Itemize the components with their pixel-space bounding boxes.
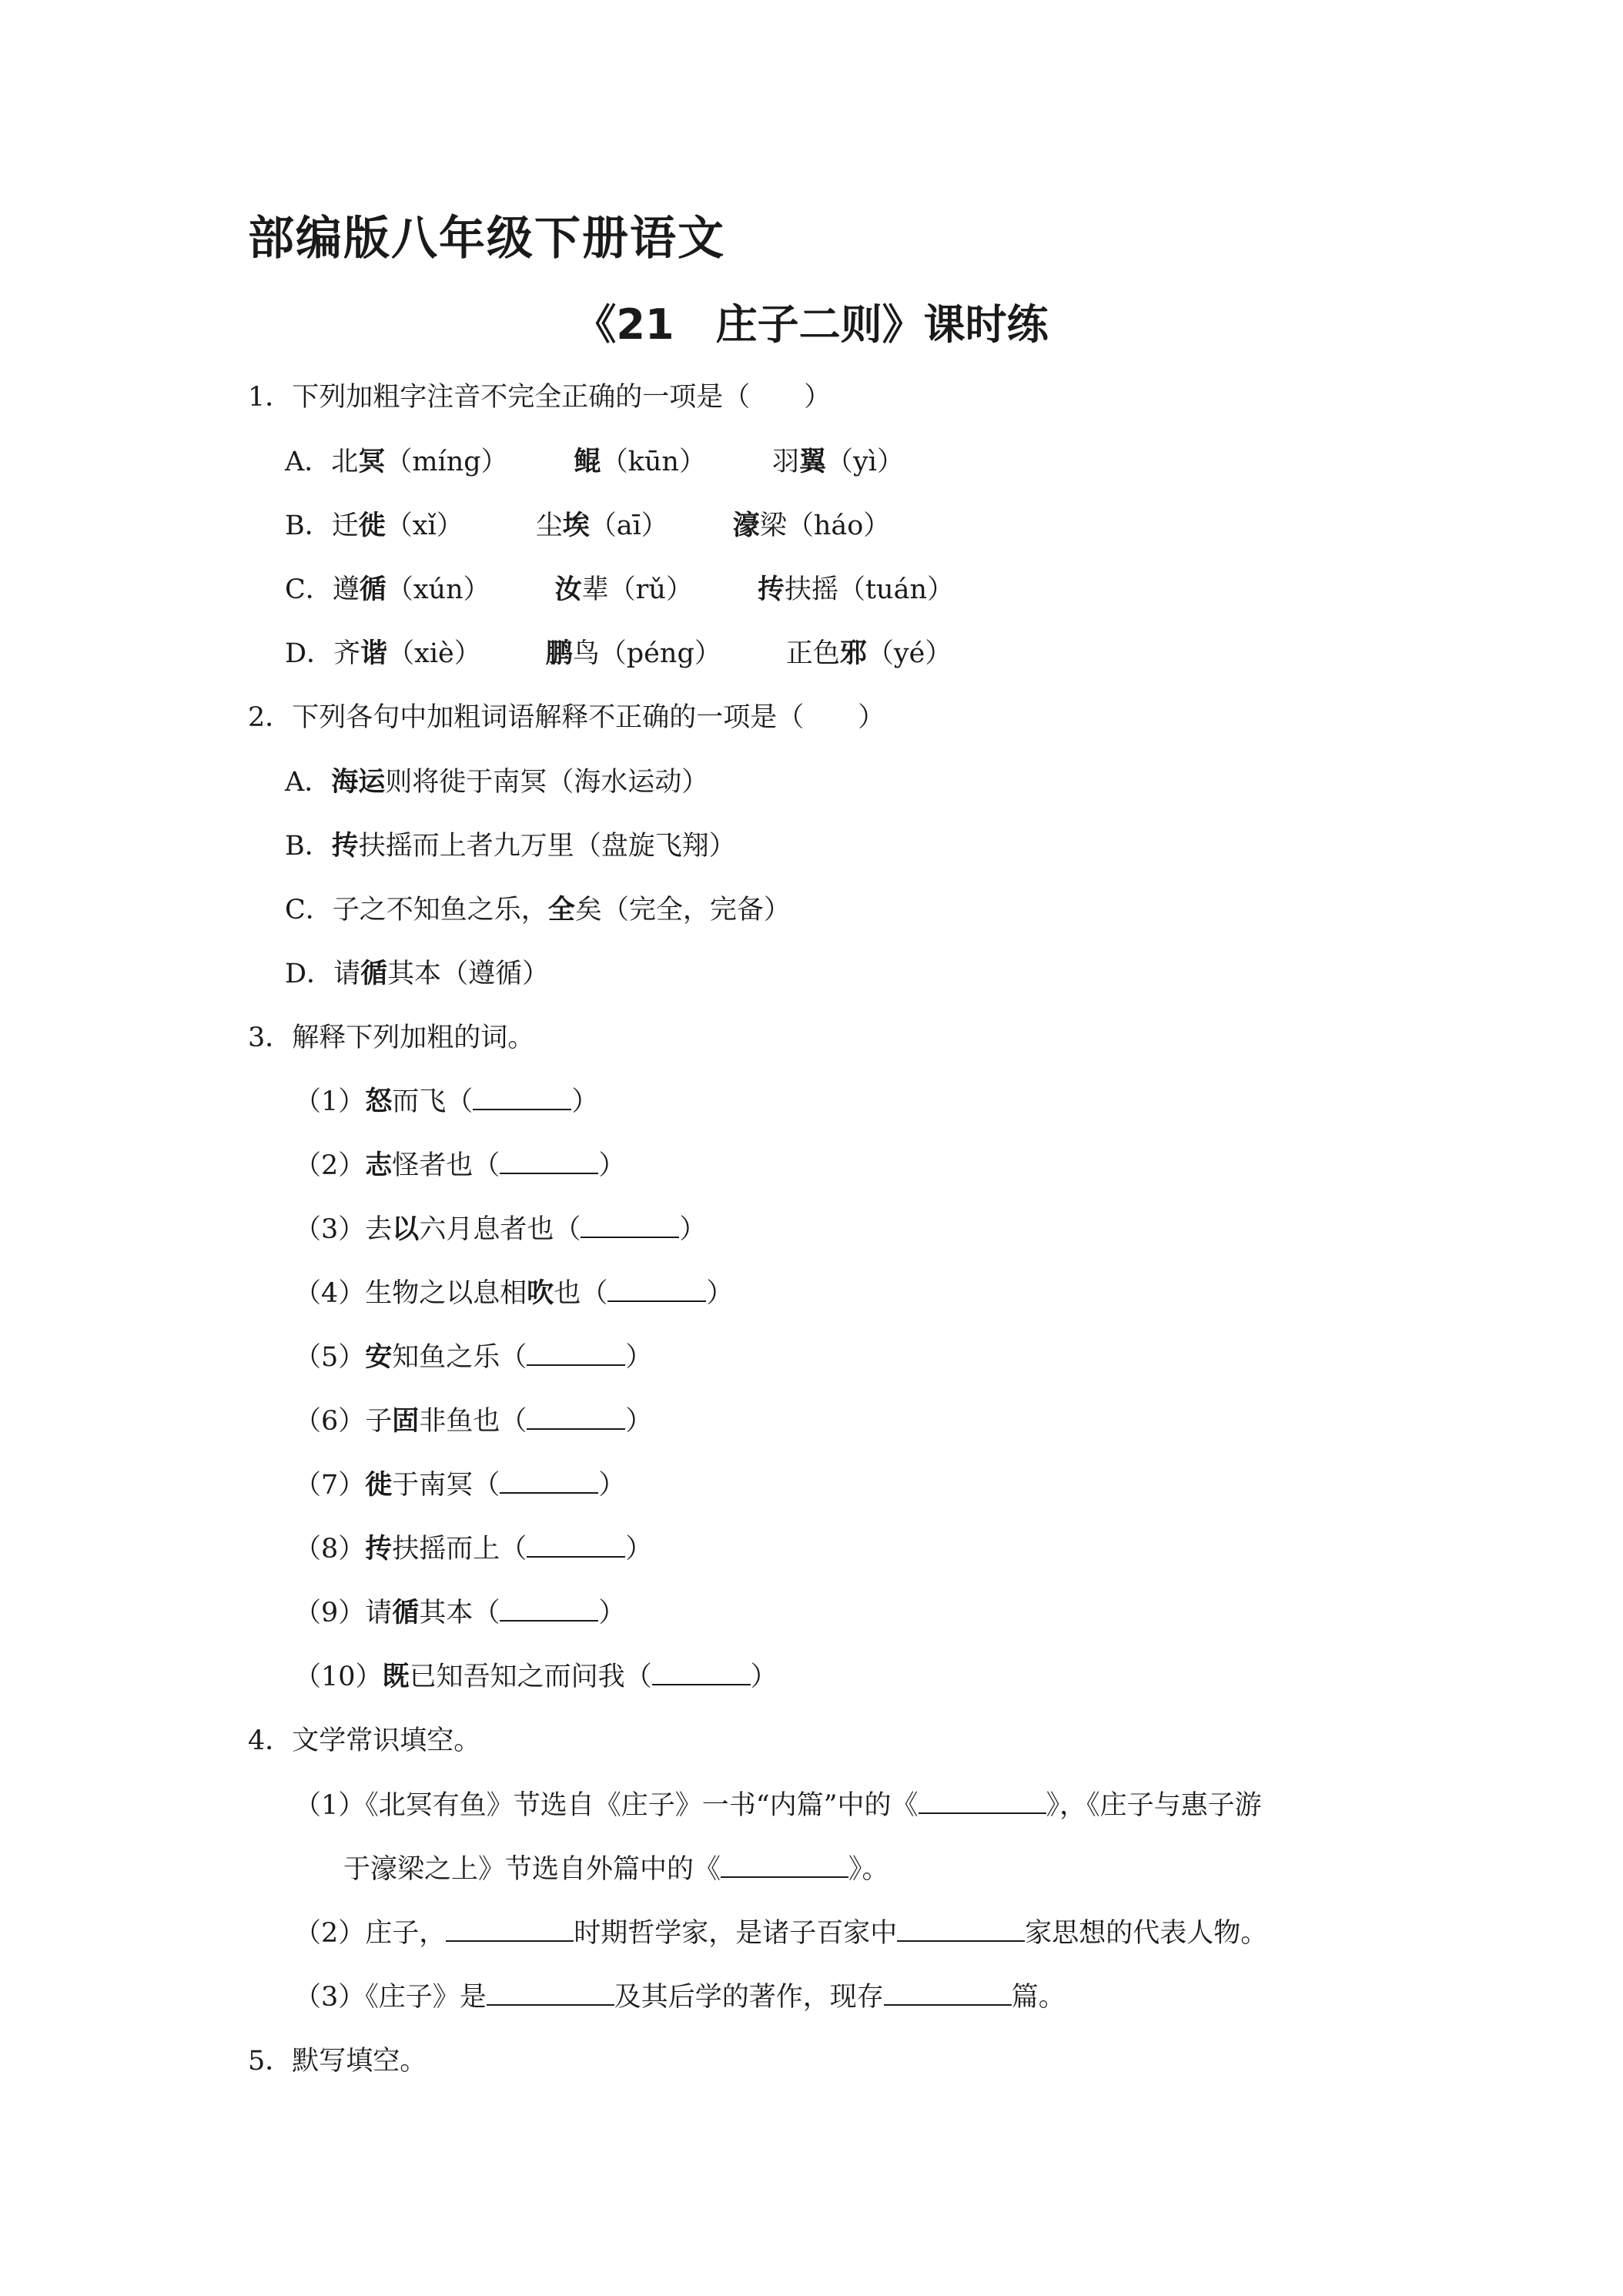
question-4-stem: 4．文学常识填空。 bbox=[248, 1725, 481, 1756]
question-1-stem: 1．下列加粗字注音不完全正确的一项是（ ） bbox=[248, 382, 832, 413]
answer-blank[interactable] bbox=[884, 1978, 1012, 2006]
question-2-option-d: D．请循其本（遵循） bbox=[285, 959, 550, 989]
question-3-item-5: （5）安知鱼之乐（ ） bbox=[294, 1338, 652, 1377]
answer-blank[interactable] bbox=[897, 1914, 1025, 1942]
question-1-option-d: D．齐谐（xiè） 鹏鸟（péng） 正色邪（yé） bbox=[285, 638, 952, 669]
answer-blank[interactable] bbox=[527, 1402, 625, 1430]
answer-blank[interactable] bbox=[581, 1210, 679, 1238]
answer-blank[interactable] bbox=[500, 1146, 598, 1174]
question-3-item-6: （6）子固非鱼也（ ） bbox=[294, 1402, 652, 1441]
question-3-item-4: （4）生物之以息相吹也（ ） bbox=[294, 1274, 733, 1313]
answer-blank[interactable] bbox=[919, 1786, 1046, 1814]
question-2-option-c: C．子之不知鱼之乐，全矣（完全，完备） bbox=[285, 895, 791, 925]
answer-blank[interactable] bbox=[500, 1594, 598, 1622]
question-3-item-3: （3）去以六月息者也（ ） bbox=[294, 1210, 706, 1249]
question-3-item-10: （10）既已知吾知之而问我（ ） bbox=[294, 1658, 778, 1696]
answer-blank[interactable] bbox=[500, 1466, 598, 1494]
question-4-item-3: （3）《庄子》是 及其后学的著作，现存 篇。 bbox=[294, 1978, 1066, 2017]
question-2-option-b: B．抟扶摇而上者九万里（盘旋飞翔） bbox=[285, 831, 736, 862]
question-3-item-7: （7）徙于南冥（ ） bbox=[294, 1466, 625, 1504]
question-3-item-8: （8）抟扶摇而上（ ） bbox=[294, 1530, 652, 1568]
question-1-option-b: B．迁徙（xǐ） 尘埃（aī） 濠梁（háo） bbox=[285, 510, 891, 541]
answer-blank[interactable] bbox=[527, 1530, 625, 1558]
answer-blank[interactable] bbox=[652, 1658, 751, 1685]
question-3-item-2: （2）志怪者也（ ） bbox=[294, 1146, 625, 1185]
question-1-option-c: C．遵循（xún） 汝辈（rǔ） 抟扶摇（tuán） bbox=[285, 574, 954, 605]
question-4-item-1: （1）《北冥有鱼》节选自《庄子》一书“内篇”中的《 》，《庄子与惠子游 bbox=[294, 1786, 1262, 1825]
question-2-stem: 2．下列各句中加粗词语解释不正确的一项是（ ） bbox=[248, 702, 885, 733]
question-1-option-a: A．北冥（míng） 鲲（kūn） 羽翼（yì） bbox=[285, 447, 904, 477]
question-5-stem: 5．默写填空。 bbox=[248, 2046, 427, 2077]
question-3-item-9: （9）请循其本（ ） bbox=[294, 1594, 625, 1632]
question-3-stem: 3．解释下列加粗的词。 bbox=[248, 1022, 535, 1053]
answer-blank[interactable] bbox=[473, 1083, 571, 1110]
answer-blank[interactable] bbox=[487, 1978, 614, 2006]
answer-blank[interactable] bbox=[446, 1914, 574, 1942]
answer-blank[interactable] bbox=[721, 1850, 848, 1878]
document-title: 部编版八年级下册语文 bbox=[248, 212, 725, 266]
question-3-item-1: （1）怒而飞（ ） bbox=[294, 1083, 598, 1121]
question-4-item-2: （2）庄子， 时期哲学家，是诸子百家中 家思想的代表人物。 bbox=[294, 1914, 1267, 1953]
answer-blank[interactable] bbox=[527, 1338, 625, 1366]
lesson-subtitle: 《21 庄子二则》课时练 bbox=[574, 300, 1049, 349]
question-2-option-a: A．海运则将徙于南冥（海水运动） bbox=[285, 767, 709, 798]
answer-blank[interactable] bbox=[607, 1274, 706, 1302]
question-4-item-1-continued: 于濠梁之上》节选自外篇中的《 》。 bbox=[343, 1850, 889, 1889]
